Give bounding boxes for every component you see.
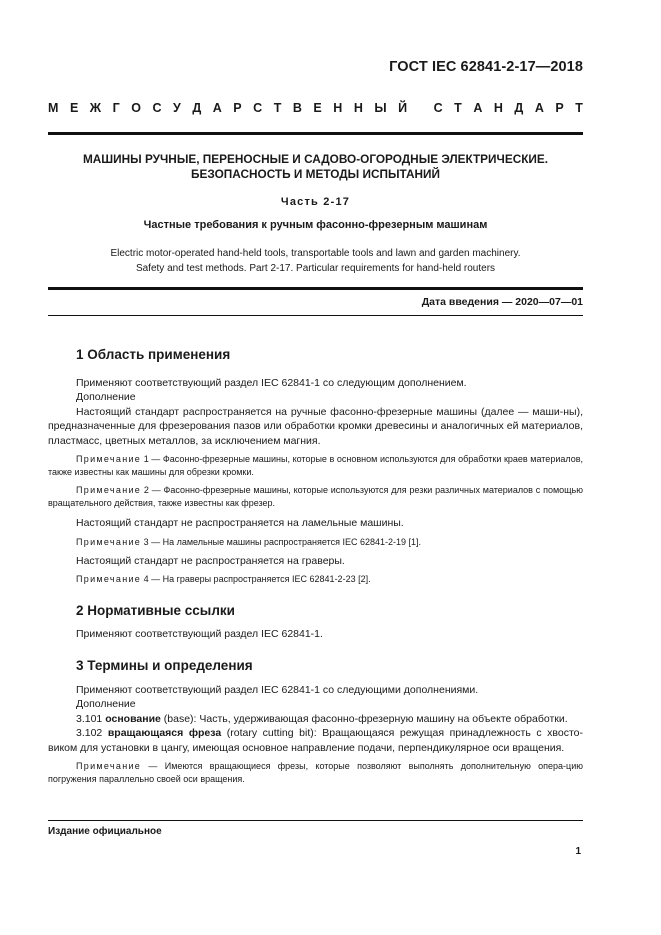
interstate-standard-heading	[48, 101, 583, 115]
interstate-letter: Т	[575, 101, 583, 115]
interstate-letter: Й	[398, 101, 408, 115]
s1-note-3: Примечание 3 — На ламельные машины распространяется IEC 62841-2-19 [1].	[76, 536, 422, 547]
s2-paragraph-1: Применяют соответствующий раздел IEC 62841-1.	[76, 627, 323, 640]
title-line-1: МАШИНЫ РУЧНЫЕ, ПЕРЕНОСНЫЕ И САДОВО-ОГОРОДНЫЕ ЭЛЕКТРИЧЕСКИЕ.	[82, 152, 549, 166]
standard-title	[48, 152, 583, 182]
english-title	[48, 247, 583, 276]
s1-paragraph-5: Настоящий стандарт не распространяется на граверы.	[76, 554, 345, 567]
standard-subtitle: Частные требования к ручным фасонно-фрезерным машинам	[143, 219, 488, 231]
interstate-letter: Н	[353, 101, 363, 115]
term-3-101: 3.101 основание (base): Часть, удерживающая фасонно-фрезерную машину на объекте обработки.	[76, 712, 568, 725]
interstate-letter: В	[292, 101, 302, 115]
english-title-line-2: Safety and test methods. Part 2-17. Particular requirements for hand-held routers	[135, 262, 496, 274]
section-1-heading: 1 Область применения	[76, 347, 231, 362]
document-body	[48, 347, 584, 786]
date-rule	[48, 315, 583, 316]
interstate-letter: Е	[313, 101, 322, 115]
s1-paragraph-4: Настоящий стандарт не распространяется на ламельные машины.	[76, 517, 404, 529]
interstate-letter	[419, 101, 422, 115]
interstate-letter: Т	[454, 101, 462, 115]
document-code: ГОСТ IEC 62841-2-17—2018	[389, 59, 583, 75]
interstate-letter: Ж	[89, 101, 102, 115]
interstate-letter: Ы	[374, 101, 387, 115]
interstate-letter: А	[534, 101, 544, 115]
s3-paragraph-1: Применяют соответствующий раздел IEC 62841-1 со следующими дополнениями.	[76, 683, 479, 696]
s3-paragraph-2: Дополнение	[76, 698, 136, 710]
interstate-letter: М	[48, 101, 59, 115]
interstate-letter: Р	[233, 101, 242, 115]
title-rule	[48, 287, 583, 290]
interstate-letter: Д	[514, 101, 524, 115]
page-number: 1	[575, 846, 581, 857]
s1-note-2: Примечание 2 — Фасонно-фрезерные машины, которые используются для резки различных материалов с помощью вращательного действия, также известны как фрезер.	[48, 485, 583, 508]
interstate-letter: Г	[112, 101, 120, 115]
title-line-2: БЕЗОПАСНОСТЬ И МЕТОДЫ ИСПЫТАНИЙ	[191, 167, 440, 181]
interstate-letter: А	[212, 101, 222, 115]
header-rule	[48, 132, 583, 135]
interstate-letter: Е	[69, 101, 79, 115]
english-title-line-1: Electric motor-operated hand-held tools, transportable tools and lawn and garden machinery.	[110, 248, 521, 259]
introduction-date: Дата введения — 2020—07—01	[421, 296, 583, 308]
s1-paragraph-2: Дополнение	[76, 391, 136, 403]
interstate-letter: Р	[555, 101, 564, 115]
interstate-letter: Т	[273, 101, 282, 115]
interstate-letter: А	[473, 101, 483, 115]
section-2-heading: 2 Нормативные ссылки	[76, 603, 235, 618]
interstate-letter: Н	[493, 101, 503, 115]
interstate-letter: О	[131, 101, 141, 115]
s1-paragraph-1: Применяют соответствующий раздел IEC 62841-1 со следующим дополнением.	[76, 376, 467, 389]
s1-note-1: Примечание 1 — Фасонно-фрезерные машины, которые в основном используются для обработки краев материалов, также известны как машины для обрезки кромки.	[48, 454, 583, 477]
interstate-letter: С	[152, 101, 162, 115]
section-3-heading: 3 Термины и определения	[76, 658, 253, 673]
part-number: Часть 2-17	[280, 196, 351, 208]
interstate-letter: С	[253, 101, 263, 115]
footer-rule	[48, 820, 583, 821]
term-3-102: 3.102 вращающаяся фреза (rotary cutting bit): Вращающаяся режущая принадлежность с хвосто-виком для установки в цангу, имеющая основное направление подачи, перпендикулярное оси вращения.	[48, 727, 584, 754]
official-edition-label: Издание официальное	[48, 826, 162, 837]
interstate-letter: У	[173, 101, 181, 115]
interstate-letter: С	[433, 101, 443, 115]
s1-paragraph-3: Настоящий стандарт распространяется на ручные фасонно-фрезерные машины (далее — маши-ны), предназначенные для фрезерования пазов или обработки кромки древесины и аналогичных ей материалов, пластмасс, цветных металлов, за исключением магния.	[48, 405, 583, 447]
s3-note: Примечание — Имеются вращающиеся фрезы, которые позволяют выполнять дополнительную опера-цию погружения параллельно своей оси вращения.	[48, 761, 583, 784]
s1-note-4: Примечание 4 — На граверы распространяется IEC 62841-2-23 [2].	[76, 574, 371, 584]
interstate-letter: Н	[333, 101, 343, 115]
interstate-letter: Д	[192, 101, 202, 115]
